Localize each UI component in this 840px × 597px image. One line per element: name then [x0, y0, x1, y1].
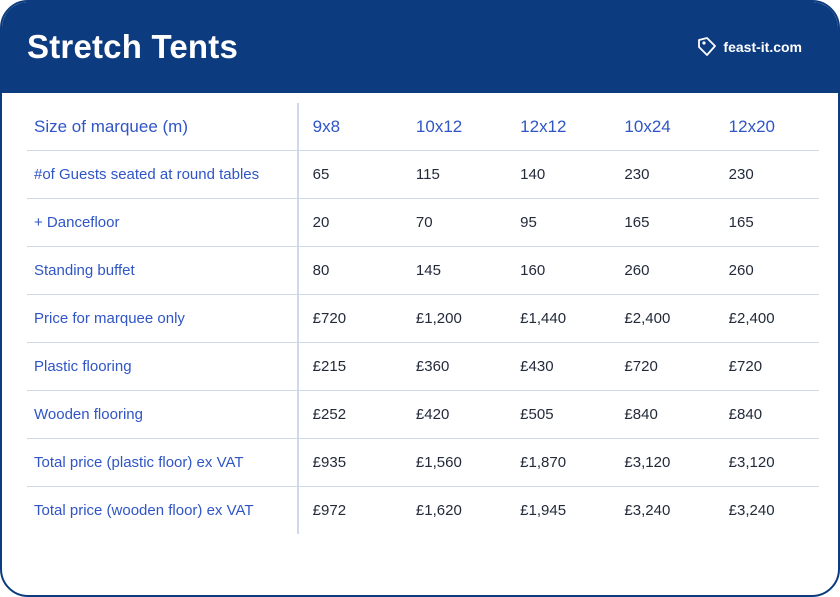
table-cell: £430	[506, 343, 610, 391]
table-cell: £3,120	[715, 439, 819, 487]
table-cell: 160	[506, 247, 610, 295]
brand-logo	[696, 36, 802, 58]
table-cell: £252	[298, 391, 402, 439]
table-cell: 95	[506, 199, 610, 247]
table-cell: £1,200	[402, 295, 506, 343]
table-cell: 140	[506, 151, 610, 199]
row-label: Standing buffet	[27, 247, 298, 295]
table-cell: £2,400	[715, 295, 819, 343]
table-cell: £720	[298, 295, 402, 343]
table-cell: £935	[298, 439, 402, 487]
table-cell: £3,240	[728, 502, 775, 519]
brand-name: feast-it.com	[723, 39, 802, 55]
table-cell: 260	[715, 247, 819, 295]
page-title: Stretch Tents	[27, 28, 239, 65]
column-header: 12x20	[715, 103, 819, 151]
table-row	[27, 439, 819, 487]
table-cell: 260	[610, 247, 714, 295]
table-cell: £3,120	[610, 439, 714, 487]
table-cell: £3,240	[624, 502, 671, 519]
table-cell: £840	[610, 391, 714, 439]
table-cell: £1,945	[520, 502, 567, 519]
table-cell: 115	[402, 151, 506, 199]
table-cell: 65	[298, 151, 402, 199]
row-label: Plastic flooring	[27, 343, 298, 391]
table-cell: £420	[402, 391, 506, 439]
column-header: 10x12	[402, 103, 506, 151]
table-cell: £1,870	[506, 439, 610, 487]
table-cell: 70	[402, 199, 506, 247]
table-cell: 20	[298, 199, 402, 247]
table-cell: 230	[610, 151, 714, 199]
header-bar	[2, 2, 838, 93]
table-cell: £1,560	[402, 439, 506, 487]
row-label: Price for marquee only	[27, 295, 298, 343]
table-cell: £360	[402, 343, 506, 391]
table-cell: 165	[715, 199, 819, 247]
table-cell: £720	[715, 343, 819, 391]
row-label: Total price (plastic floor) ex VAT	[27, 439, 298, 487]
table-cell: £1,440	[506, 295, 610, 343]
table-cell: 230	[715, 151, 819, 199]
table-cell: £505	[506, 391, 610, 439]
table-cell: 165	[610, 199, 714, 247]
table-row	[27, 247, 819, 295]
table-cell: 80	[298, 247, 402, 295]
row-label: + Dancefloor	[27, 199, 298, 247]
table-cell: 145	[402, 247, 506, 295]
row-label: Total price (wooden floor) ex VAT	[27, 487, 298, 535]
table-row	[27, 343, 819, 391]
column-header: Size of marquee (m)	[27, 103, 298, 151]
table-row	[27, 295, 819, 343]
row-label: #of Guests seated at round tables	[27, 151, 298, 199]
table-cell: £720	[610, 343, 714, 391]
column-header: 9x8	[298, 103, 402, 151]
table-row	[27, 391, 819, 439]
tag-icon	[696, 36, 718, 58]
table-cell: £215	[298, 343, 402, 391]
table-cell: £2,400	[610, 295, 714, 343]
pricing-table	[27, 103, 819, 534]
column-header: 12x12	[506, 103, 610, 151]
table-row	[27, 487, 819, 535]
table-cell: £1,620	[415, 502, 462, 519]
table-cell: £972	[312, 502, 347, 519]
table-row	[27, 151, 819, 199]
table-header-row	[27, 103, 819, 151]
column-header: 10x24	[610, 103, 714, 151]
table-row	[27, 199, 819, 247]
row-label: Wooden flooring	[27, 391, 298, 439]
table-cell: £840	[715, 391, 819, 439]
